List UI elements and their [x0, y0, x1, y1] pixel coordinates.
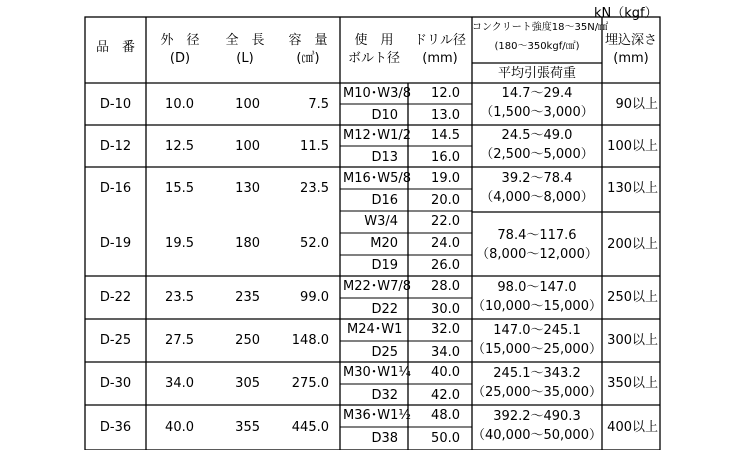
- row-bolt: D19: [371, 258, 398, 273]
- row-drill: 22.0: [431, 214, 460, 229]
- header-drill-unit: (mm): [422, 51, 458, 66]
- row-bolt: D38: [371, 431, 398, 446]
- row-bolt: D10: [371, 108, 398, 123]
- row-outer: 10.0: [165, 97, 194, 112]
- row-name: D-22: [99, 290, 132, 305]
- row-name: D-16: [99, 181, 132, 196]
- row-length: 180: [235, 236, 260, 251]
- row-load: 14.7～29.4: [501, 86, 573, 101]
- row-bolt: D32: [371, 388, 398, 403]
- row-name: D-10: [99, 97, 132, 112]
- row-load: 245.1～343.2: [493, 366, 581, 381]
- row-load-kgf: （4,000～8,000）: [480, 190, 594, 205]
- row-bolt: M24･W1: [347, 322, 403, 337]
- row-name: D-30: [99, 376, 132, 391]
- row-depth: 350以上: [607, 376, 658, 391]
- header-volume-unit: (㎤): [296, 51, 320, 66]
- header-bolt-label: ボルト径: [347, 51, 400, 66]
- header-strength-1: コンクリート強度18～35N/㎟: [472, 22, 609, 33]
- row-bolt: D25: [371, 345, 398, 360]
- row-length: 355: [235, 420, 260, 435]
- row-length: 250: [235, 333, 260, 348]
- row-depth: 400以上: [607, 420, 658, 435]
- row-length: 100: [235, 139, 260, 154]
- header-length-label: 全 長: [225, 33, 265, 48]
- row-volume: 52.0: [300, 236, 329, 251]
- row-length: 305: [235, 376, 260, 391]
- unit-note: kN（kgf）: [594, 6, 658, 21]
- row-drill: 28.0: [431, 279, 460, 294]
- row-depth: 300以上: [607, 333, 658, 348]
- row-outer: 15.5: [165, 181, 194, 196]
- row-drill: 34.0: [431, 345, 460, 360]
- row-load: 147.0～245.1: [493, 323, 581, 338]
- header-name: 品 番: [95, 40, 135, 55]
- row-bolt: M16･W5/8: [343, 171, 412, 186]
- row-load-kgf: （40,000～50,000）: [472, 428, 602, 443]
- row-bolt: D16: [371, 193, 398, 208]
- row-load-kgf: （10,000～15,000）: [472, 299, 602, 314]
- header-pull-label: 平均引張荷重: [497, 66, 576, 81]
- row-outer: 34.0: [165, 376, 194, 391]
- header-outer-label: 外 径: [160, 33, 200, 48]
- row-bolt: M20: [370, 236, 398, 251]
- row-volume: 7.5: [308, 97, 329, 112]
- row-drill: 20.0: [431, 193, 460, 208]
- row-volume: 148.0: [291, 333, 329, 348]
- row-depth: 90以上: [615, 97, 658, 112]
- row-drill: 42.0: [431, 388, 460, 403]
- row-length: 235: [235, 290, 260, 305]
- row-volume: 275.0: [291, 376, 329, 391]
- row-name: D-25: [99, 333, 132, 348]
- row-name: D-19: [99, 236, 132, 251]
- row-drill: 48.0: [431, 408, 460, 423]
- row-outer: 12.5: [165, 139, 194, 154]
- row-name: D-36: [99, 420, 132, 435]
- header-strength-2: (180～350kgf/㎠): [494, 41, 580, 52]
- row-depth: 130以上: [607, 181, 658, 196]
- row-outer: 23.5: [165, 290, 194, 305]
- row-load-kgf: （8,000～12,000）: [476, 247, 598, 262]
- header-use-label: 使 用: [354, 33, 394, 48]
- row-depth: 100以上: [607, 139, 658, 154]
- header-volume-label: 容 量: [288, 33, 328, 48]
- row-load: 98.0～147.0: [497, 280, 577, 295]
- row-drill: 40.0: [431, 365, 460, 380]
- header-depth-unit: (mm): [613, 51, 649, 66]
- header-drill-label: ドリル径: [413, 33, 466, 48]
- row-volume: 445.0: [291, 420, 329, 435]
- row-bolt: D13: [371, 150, 398, 165]
- row-bolt: D22: [371, 302, 398, 317]
- row-load: 392.2～490.3: [493, 409, 581, 424]
- header-depth-label: 埋込深さ: [604, 33, 657, 48]
- row-load-kgf: （2,500～5,000）: [480, 147, 594, 162]
- row-drill: 26.0: [431, 258, 460, 273]
- row-volume: 99.0: [300, 290, 329, 305]
- row-load-kgf: （1,500～3,000）: [480, 105, 594, 120]
- row-drill: 50.0: [431, 431, 460, 446]
- row-name: D-12: [99, 139, 132, 154]
- row-bolt: M22･W7/8: [343, 279, 412, 294]
- row-bolt: M30･W1¹⁄₄: [343, 365, 411, 380]
- row-load: 39.2～78.4: [501, 171, 573, 186]
- row-outer: 19.5: [165, 236, 194, 251]
- row-bolt: W3/4: [364, 214, 398, 229]
- row-length: 100: [235, 97, 260, 112]
- row-load-kgf: （15,000～25,000）: [472, 342, 602, 357]
- row-bolt: M36･W1¹⁄₂: [343, 408, 411, 423]
- header-length-sym: (L): [236, 51, 254, 66]
- row-volume: 23.5: [300, 181, 329, 196]
- header-outer-sym: (D): [169, 51, 191, 66]
- row-outer: 27.5: [165, 333, 194, 348]
- row-load: 78.4～117.6: [497, 228, 577, 243]
- row-length: 130: [235, 181, 260, 196]
- row-load-kgf: （25,000～35,000）: [472, 385, 602, 400]
- row-bolt: M10･W3/8: [343, 86, 412, 101]
- row-bolt: M12･W1/2: [343, 128, 412, 143]
- row-drill: 12.0: [431, 86, 460, 101]
- row-drill: 24.0: [431, 236, 460, 251]
- row-drill: 32.0: [431, 322, 460, 337]
- row-volume: 11.5: [300, 139, 329, 154]
- row-drill: 13.0: [431, 108, 460, 123]
- row-depth: 250以上: [607, 290, 658, 305]
- row-drill: 14.5: [431, 128, 460, 143]
- row-drill: 30.0: [431, 302, 460, 317]
- row-depth: 200以上: [607, 237, 658, 252]
- row-load: 24.5～49.0: [501, 128, 573, 143]
- row-drill: 19.0: [431, 171, 460, 186]
- row-outer: 40.0: [165, 420, 194, 435]
- row-drill: 16.0: [431, 150, 460, 165]
